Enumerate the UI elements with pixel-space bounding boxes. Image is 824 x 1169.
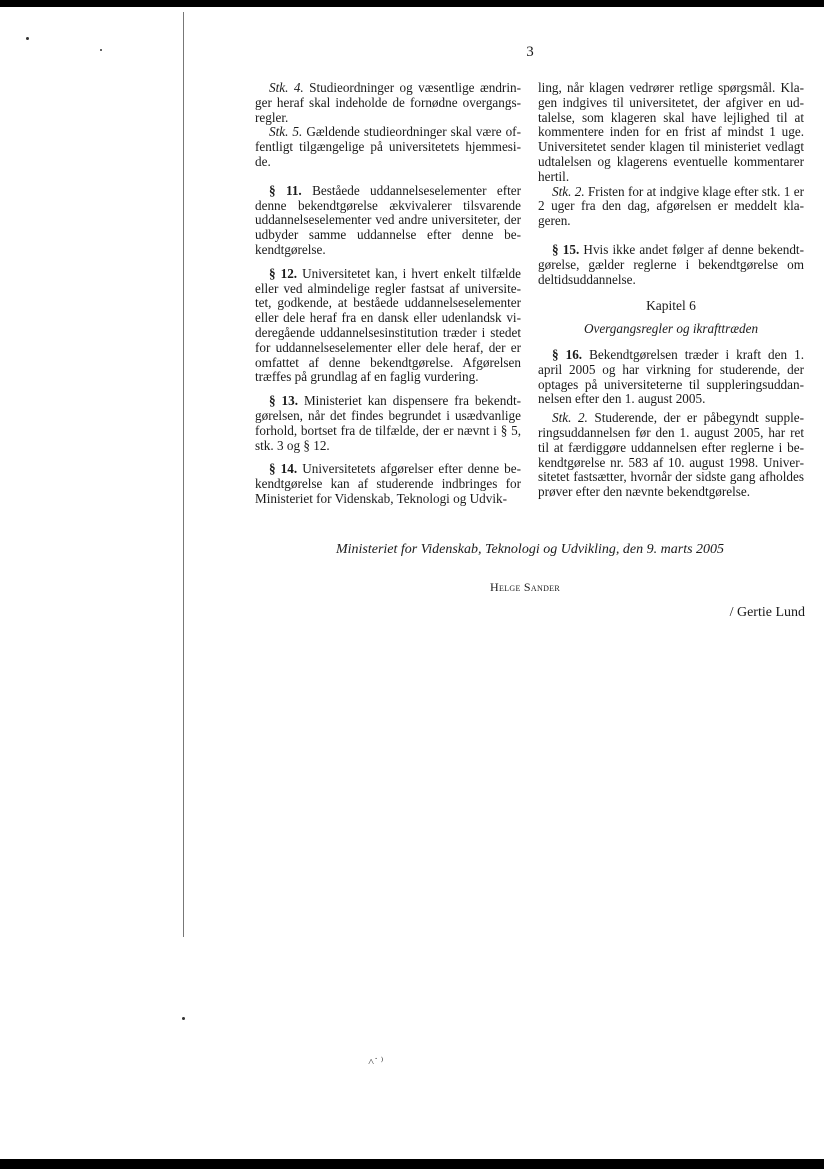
paragraph-text: Ministeriet kan dispensere fra bekendtgørelsen, når det findes begrundet i usædvanlige forhold, bortset fra de tilfælde, der er nævnt i § 5, stk. 3 og § 12. — [255, 393, 522, 453]
chapter-title: Kapitel 6 — [646, 298, 696, 314]
scan-speck — [182, 1017, 185, 1020]
paragraph-label: § 12. — [269, 265, 298, 281]
paragraph-label: Stk. 5. — [269, 124, 303, 140]
scan-top-edge — [0, 0, 824, 7]
paragraph-label: Stk. 2. — [552, 183, 585, 199]
paragraph-text: Universitetets afgørelser efter denne bekendtgørelse kan af studerende indbringes for Ministeriet for Videnskab, Teknologi og Udvik- — [255, 461, 521, 506]
scan-mark: ˄˙ ⁾ — [368, 1056, 384, 1068]
paragraph-label: § 15. — [552, 241, 580, 257]
left-column — [255, 81, 521, 507]
signature-place-date: Ministeriet for Videnskab, Teknologi og Udvikling, den 9. marts 2005 — [335, 542, 725, 557]
paragraph-11 — [255, 184, 521, 258]
scan-bottom-edge — [0, 1159, 824, 1169]
right-column — [538, 81, 804, 500]
paragraph-label: Stk. 4. — [269, 80, 304, 95]
scan-fold-line — [183, 12, 184, 937]
paragraph-text: Fristen for at indgive klage efter stk. 1 er 2 uger fra den dag, afgørelsen er meddelt klageren. — [538, 183, 804, 229]
paragraph-stk5 — [255, 125, 521, 169]
paragraph-label: § 13. — [269, 393, 299, 409]
paragraph-text: Beståede uddannelseselementer efter denne bekendtgørelse ækvivalerer tilsvarende uddannelseselementer ved andre universiteter, der udbyder samme uddannelse efter denne bekendtgørelse. — [255, 182, 521, 257]
paragraph-stk4 — [255, 81, 521, 125]
paragraph-text: Universitetet kan, i hvert enkelt tilfælde eller ved almindelige regler fastsat af universitetet, godkende, at beståede uddannelseselementer eller dele heraf fra en dansk eller udenlandsk videregående uddannelsesinstitution træder i stedet for uddannelseselementer eller dele heraf, der er omfattet af denne bekendtgørelse. Afgørelsen træffes på grundlag af en faglig vurdering. — [255, 265, 521, 385]
paragraph-text: Gældende studieordninger skal være offentligt tilgængelige på universitetets hjemmeside. — [255, 124, 521, 169]
paragraph-13 — [255, 394, 521, 453]
chapter-subtitle: Overgangsregler og ikrafttræden — [583, 321, 759, 337]
paragraph-14 — [255, 462, 521, 506]
paragraph-text: Bekendtgørelsen træder i kraft den 1. april 2005 og har virkning for studerende, der optages på universiteterne til suppleringsuddannelsen efter den 1. august 2005. — [538, 346, 804, 407]
signature-secondary: / Gertie Lund — [729, 605, 805, 620]
page-number: 3 — [526, 44, 534, 60]
paragraph-16-stk2 — [538, 411, 804, 500]
paragraph-text: Hvis ikke andet følger af denne bekendtgørelse, gælder reglerne i bekendtgørelse om deltidsuddannelse. — [538, 241, 804, 287]
paragraph-12 — [255, 267, 521, 385]
scan-speck — [26, 37, 29, 40]
paragraph-label: Stk. 2. — [552, 410, 588, 426]
paragraph-14-continuation: ling, når klagen vedrører retlige spørgsmål. Klagen indgives til universitetet, der afgiver en udtalelse, som klageren skal have lejlighed til at kommentere inden for en frist af mindst 1 uge. Universitetet sender klagen til ministeriet vedlagt udtalelsen og klagerens eventuelle kommentarer hertil. — [538, 80, 804, 184]
paragraph-15 — [538, 243, 804, 287]
scan-speck — [100, 49, 102, 51]
paragraph-label: § 14. — [269, 461, 298, 477]
paragraph-text: Studieordninger og væsentlige ændringer heraf skal indeholde de fornødne overgangsregler. — [255, 80, 521, 125]
paragraph-14-stk2 — [538, 185, 804, 229]
paragraph-16 — [538, 348, 804, 407]
signature-minister: Helge Sander — [490, 580, 560, 594]
paragraph-text: Studerende, der er påbegyndt suppleringsuddannelsen før den 1. august 2005, har ret til at færdiggøre uddannelsen efter reglerne i bekendtgørelse nr. 583 af 10. august 1998. Universitetet fastsætter, hvornår der sidste gang afholdes prøver efter den nævnte bekendtgørelse. — [538, 410, 804, 500]
paragraph-label: § 16. — [552, 346, 583, 362]
paragraph-label: § 11. — [269, 182, 302, 198]
